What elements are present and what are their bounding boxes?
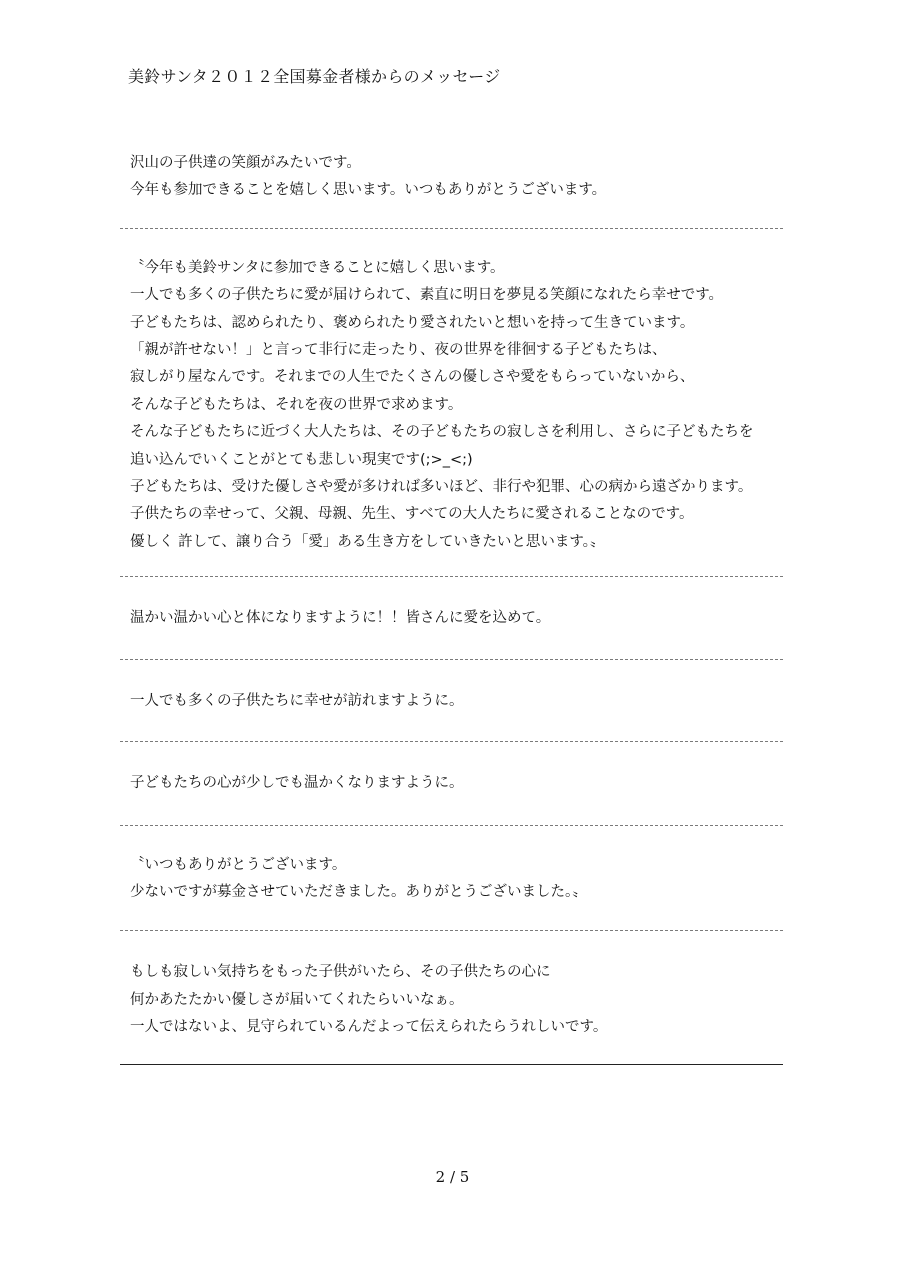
message-line: 今年も参加できることを嬉しく思います。いつもありがとうございます。 (130, 182, 607, 199)
message-block (120, 959, 783, 1041)
message-line: 子どもたちは、認められたり、褒められたり愛されたいと想いを持って生きています。 (130, 314, 695, 331)
message-line: 一人でも多くの子供たちに愛が届けられて、素直に明日を夢見る笑顔になれたら幸せです。 (130, 287, 724, 304)
message-block (120, 770, 783, 797)
message-line: 何かあたたかい優しさが届いてくれたらいいなぁ。 (130, 991, 464, 1008)
message-block (120, 688, 783, 715)
message-separator (120, 930, 783, 931)
message-line: 優しく 許して、譲り合う「愛」ある生き方をしていきたいと思います。〟 (130, 533, 605, 550)
message-line: 〝いつもありがとうございます。 (130, 856, 347, 873)
page-number: 2 / 5 (435, 1168, 470, 1186)
message-line: 子どもたちは、受けた優しさや愛が多ければ多いほど、非行や犯罪、心の病から遠ざかります。 (130, 479, 753, 496)
message-line: 寂しがり屋なんです。それまでの人生でたくさんの優しさや愛をもらっていないから、 (130, 369, 695, 386)
message-line: そんな子どもたちに近づく大人たちは、その子どもたちの寂しさを利用し、さらに子どもたちを (130, 424, 754, 441)
message-line: 「親が許せない！」と言って非行に走ったり、夜の世界を徘徊する子どもたちは、 (130, 342, 667, 359)
message-line: もしも寂しい気持ちをもった子供がいたら、その子供たちの心に (130, 964, 551, 981)
message-line: 子どもたちの心が少しでも温かくなりますように。 (130, 775, 464, 792)
message-line: 沢山の子供達の笑顔がみたいです。 (130, 155, 361, 171)
message-block (120, 852, 783, 907)
message-block (120, 255, 783, 556)
message-line: 子供たちの幸せって、父親、母親、先生、すべての大人たちに愛されることなのです。 (130, 506, 694, 523)
message-separator (120, 576, 783, 577)
document-title: 美鈴サンタ２０１２全国募金者様からのメッセージ (128, 67, 501, 86)
message-separator (120, 228, 783, 229)
message-separator (120, 659, 783, 660)
message-list (120, 150, 783, 1065)
message-line: 少ないですが募金させていただきました。ありがとうございました。〟 (130, 883, 587, 900)
message-line: 一人でも多くの子供たちに幸せが訪れますように。 (130, 692, 464, 709)
message-line: 追い込んでいくことがとても悲しい現実です(;>_<;) (130, 451, 473, 468)
message-block (120, 605, 783, 632)
end-rule (120, 1064, 783, 1065)
message-separator (120, 825, 783, 826)
message-line: 一人ではないよ、見守られているんだよって伝えられたらうれしいです。 (130, 1019, 608, 1036)
message-line: そんな子どもたちは、それを夜の世界で求めます。 (130, 396, 463, 413)
message-block (120, 150, 783, 205)
message-line: 温かい温かい心と体になりますように！！皆さんに愛を込めて。 (130, 610, 551, 627)
message-separator (120, 741, 783, 742)
message-line: 〝今年も美鈴サンタに参加できることに嬉しく思います。 (130, 259, 505, 276)
